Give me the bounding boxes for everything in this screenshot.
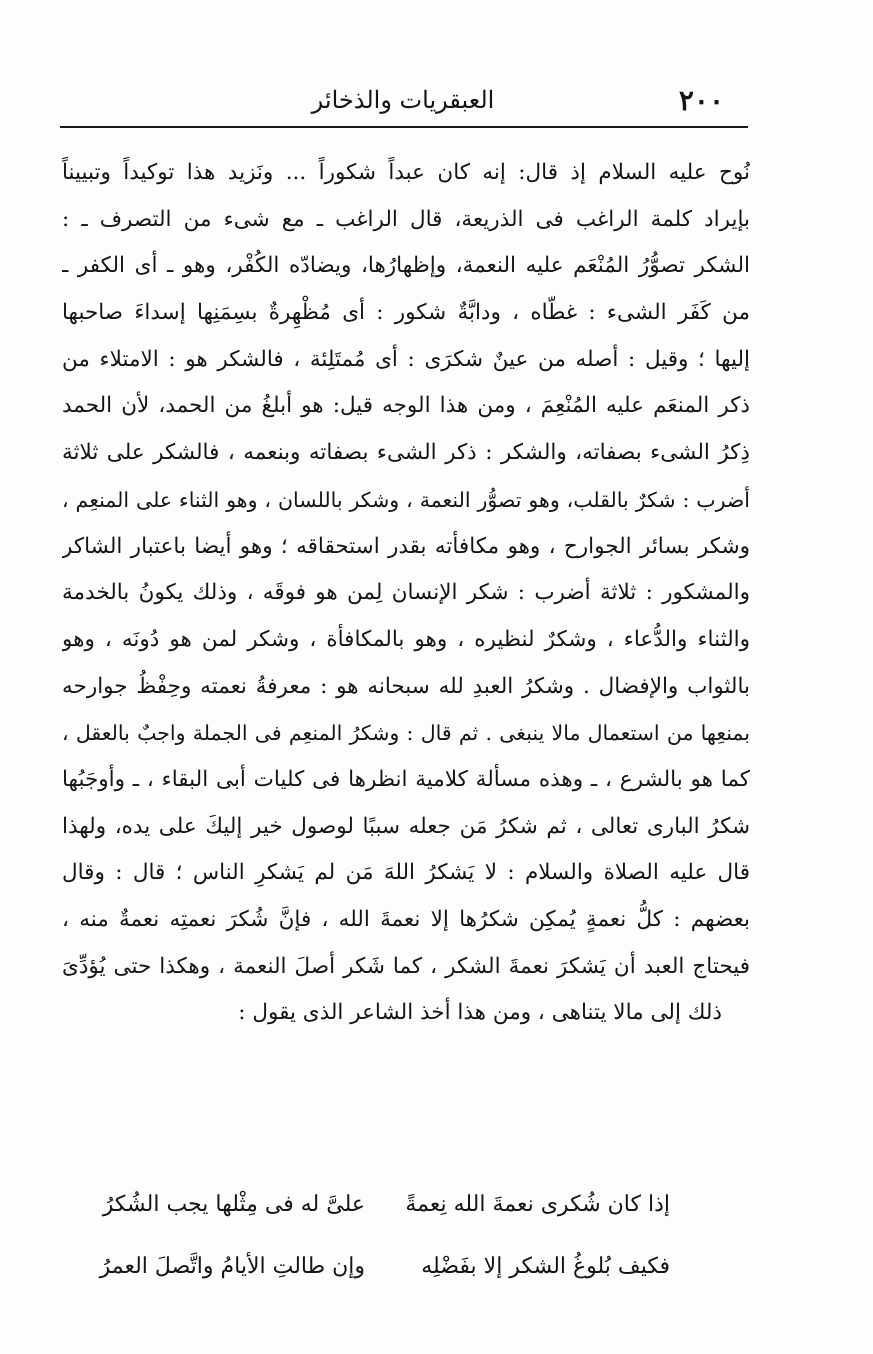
- text-line: بالثواب والإفضال . وشكرُ العبدِ لله سبحانه هو : معرفةُ نعمته وحِفْظُ جوارحه: [62, 673, 750, 699]
- body-paragraph: [62, 150, 750, 1037]
- verse: [62, 1174, 750, 1236]
- page-number: ٢٠٠: [678, 84, 724, 117]
- text-line: أضرب : شكرٌ بالقلب، وهو تصوُّر النعمة ، وشكر باللسان ، وهو الثناء على المنعِم ،: [62, 487, 750, 512]
- text-line: بمنعِها من استعمال مالا ينبغى . ثم قال : وشكرُ المنعِم فى الجملة واجبٌ بالعقل ،: [62, 721, 750, 746]
- verse-first-hemistich: فكيف بُلوغُ الشكر إلا بفَضْلِه: [421, 1254, 670, 1279]
- text-line: كما هو بالشرع ، ـ وهذه مسألة كلامية انظرها فى كليات أبى البقاء ، ـ وأوجَبُها: [62, 766, 750, 792]
- poem: [62, 1174, 750, 1298]
- text-line: إليها ؛ وقيل : أصله من عينٌ شكرَى : أى مُمتَلِئة ، فالشكر هو : الامتلاء من: [62, 346, 750, 372]
- verse-second-hemistich: علىَّ له فى مِثْلها يجب الشُكرُ: [102, 1192, 365, 1217]
- verse-first-hemistich: إذا كان شُكرى نعمةَ الله نِعمةً: [405, 1192, 670, 1217]
- text-line: شكرُ البارى تعالى ، ثم شكرُ مَن جعله سببًا لوصول خير إليكَ على يده، ولهذا: [62, 813, 750, 839]
- text-line-last: ذلك إلى مالا يتناهى ، ومن هذا أخذ الشاعر الذى يقول :: [238, 1000, 722, 1026]
- text-line: ذِكرُ الشىء بصفاته، والشكر : ذكر الشىء بصفاته وبنعمه ، فالشكر على ثلاثة: [62, 440, 750, 466]
- text-line: بإيراد كلمة الراغب فى الذريعة، قال الراغب ـ مع شىء من التصرف ـ :: [62, 206, 750, 232]
- text-line: وشكر بسائر الجوارح ، وهو مكافأته بقدر استحقاقه ؛ وهو أيضا باعتبار الشاكر: [62, 533, 750, 559]
- text-line: والثناء والدُّعاء ، وشكرٌ لنظيره ، وهو بالمكافأة ، وشكر لمن هو دُونَه ، وهو: [62, 626, 750, 652]
- text-line: الشكر تصوُّرُ المُنْعَم عليه النعمة، وإظهارُها، ويضادّه الكُفْر، وهو ـ أى الكفر ـ: [62, 253, 750, 279]
- text-line: قال عليه الصلاة والسلام : لا يَشكرُ اللهَ مَن لم يَشكرِ الناس ؛ قال : وقال: [62, 860, 750, 886]
- text-line: بعضهم : كلُّ نعمةٍ يُمكِن شكرُها إلا نعمةَ الله ، فإنَّ شُكرَ نعمتِه نعمةٌ منه ،: [62, 907, 750, 932]
- text-line: والمشكور : ثلاثة أضرب : شكر الإنسان لِمن هو فوقَه ، وذلك يكونُ بالخدمة: [62, 580, 750, 606]
- header-rule: [60, 126, 748, 128]
- verse-second-hemistich: وإن طالتِ الأيامُ واتَّصلَ العمرُ: [99, 1254, 365, 1279]
- text-line: من كَفَر الشىء : غطّاه ، ودابَّةٌ شكور : أى مُظْهِرةٌ بسِمَنِها إسداءَ صاحبها: [62, 300, 750, 326]
- verse: [62, 1236, 750, 1298]
- running-title: العبقريات والذخائر: [311, 86, 495, 114]
- running-header: [60, 82, 746, 122]
- text-line: ذكر المنعَم عليه المُنْعِمَ ، ومن هذا الوجه قيل: هو أبلغُ من الحمد، لأن الحمد: [62, 393, 750, 419]
- text-line: فيحتاج العبد أن يَشكرَ نعمةَ الشكر ، كما شَكر أصلَ النعمة ، وهكذا حتى يُؤدِّىَ: [62, 953, 750, 979]
- text-line: نُوح عليه السلام إذ قال: إنه كان عبداً شكوراً ... ونَزيد هذا توكيداً وتبييناً: [62, 160, 750, 185]
